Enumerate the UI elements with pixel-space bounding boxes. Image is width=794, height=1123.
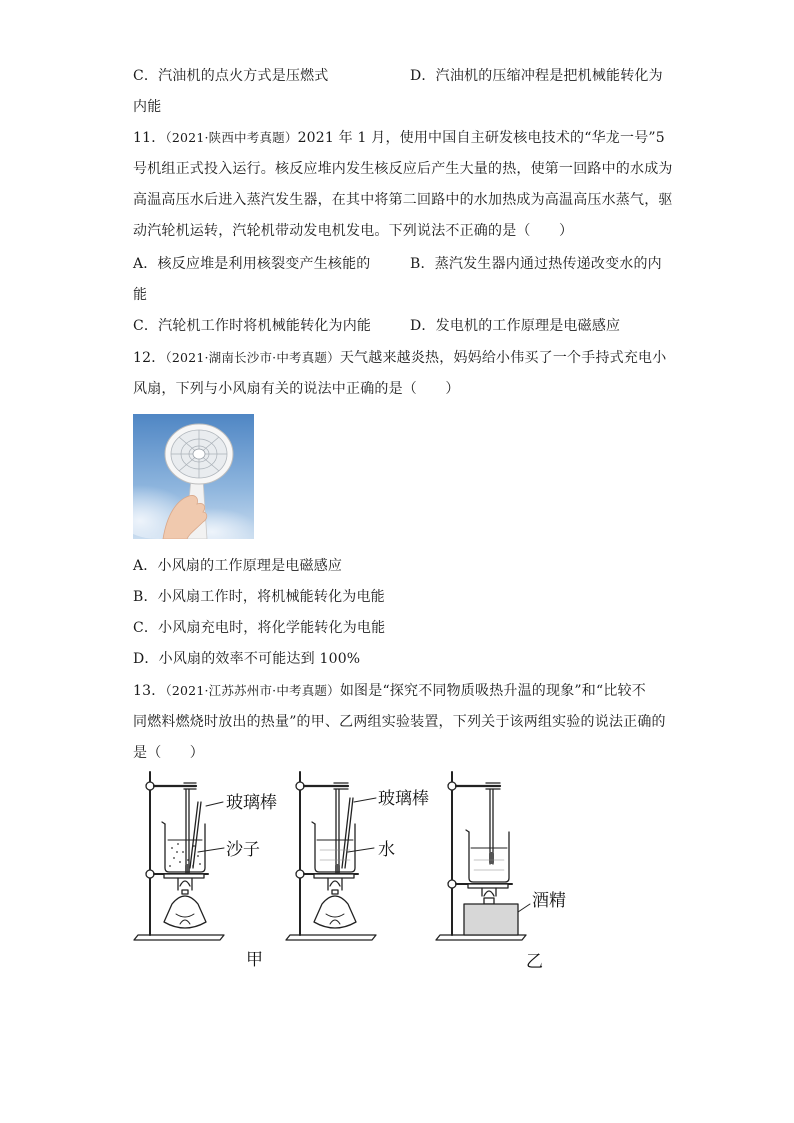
q11-option-d: D．发电机的工作原理是电磁感应 [410, 318, 621, 334]
setup-water-heating [286, 772, 376, 940]
q12-option-c: C．小风扇充电时，将化学能转化为电能 [133, 620, 386, 636]
setup-alcohol-burner [436, 772, 530, 940]
q11-option-cd-line [133, 316, 663, 336]
q12-option-b: B．小风扇工作时，将机械能转化为电能 [133, 589, 385, 605]
setup-sand-heating [134, 772, 224, 940]
q11-stem-line-4: 动汽轮机运转，汽轮机带动发电机发电。下列说法不正确的是（ ） [133, 223, 574, 239]
label-alcohol: 酒精 [532, 891, 566, 911]
q13-number: 13． [133, 683, 166, 699]
q11-stem-line-3: 高温高压水后进入蒸汽发生器，在其中将第二回路中的水加热成为高温高压水蒸气，驱 [133, 192, 673, 208]
q12-option-a: A．小风扇的工作原理是电磁感应 [133, 558, 343, 574]
q13-stem-line-1 [133, 681, 663, 701]
label-group-jia: 甲 [246, 950, 263, 970]
q11-option-c: C．汽轮机工作时将机械能转化为内能 [133, 318, 372, 334]
label-water: 水 [378, 840, 395, 860]
experiment-apparatus-diagram [128, 764, 578, 974]
q11-stem-text-1: 2021 年 1 月，使用中国自主研发核电技术的“华龙一号”5 [297, 130, 665, 146]
q12-source: （2021·湖南长沙市·中考真题） [165, 350, 340, 365]
q11-option-ab-line [133, 254, 663, 274]
q11-source: （2021·陕西中考真题） [165, 130, 298, 145]
q12-number: 12． [133, 350, 166, 366]
handheld-fan-photo [133, 414, 254, 539]
label-glass-rod-1: 玻璃棒 [226, 793, 277, 813]
q12-stem-line-1 [133, 348, 667, 368]
q12-option-d: D．小风扇的效率不可能达到 100% [133, 651, 361, 667]
q10-option-d: D．汽油机的压缩冲程是把机械能转化为 [410, 68, 663, 84]
q13-source: （2021·江苏苏州市·中考真题） [165, 683, 340, 698]
q13-stem-text-1: 如图是“探究不同物质吸热升温的现象”和“比较不 [339, 683, 646, 699]
q13-stem-line-3: 是（ ） [133, 745, 204, 761]
label-glass-rod-2: 玻璃棒 [378, 789, 429, 809]
q13-stem-line-2: 同燃料燃烧时放出的热量”的甲、乙两组实验装置，下列关于该两组实验的说法正确的 [133, 714, 666, 730]
q10-option-c-line [133, 66, 663, 86]
q11-number: 11． [133, 130, 166, 146]
q11-option-b: B．蒸汽发生器内通过热传递改变水的内 [410, 256, 662, 272]
q12-stem-text-1: 天气越来越炎热，妈妈给小伟买了一个手持式充电小 [339, 350, 667, 366]
q10-option-d-continuation: 内能 [133, 99, 162, 115]
q11-option-b-continuation: 能 [133, 287, 148, 303]
q11-option-a: A．核反应堆是利用核裂变产生核能的 [133, 256, 371, 272]
q12-stem-line-2: 风扇，下列与小风扇有关的说法中正确的是（ ） [133, 381, 460, 397]
label-sand: 沙子 [226, 840, 260, 860]
q11-stem-line-2: 号机组正式投入运行。核反应堆内发生核反应后产生大量的热，使第一回路中的水成为 [133, 161, 673, 177]
q11-stem-line-1 [133, 128, 663, 148]
label-group-yi: 乙 [526, 952, 543, 972]
q10-option-c: C．汽油机的点火方式是压燃式 [133, 68, 329, 84]
